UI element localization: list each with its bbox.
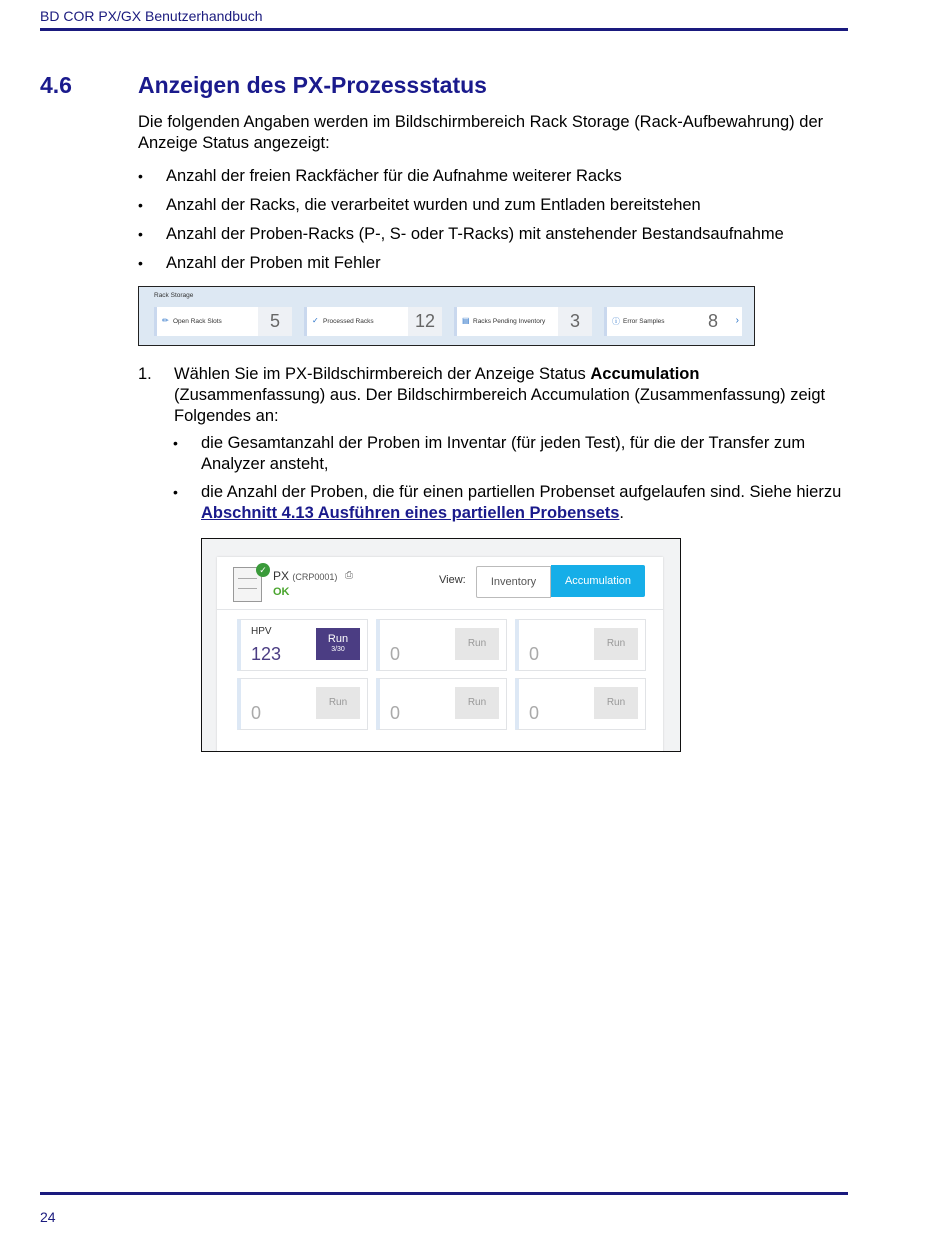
device-name-text: PX [273, 569, 290, 583]
error-samples-card[interactable] [604, 307, 742, 336]
processed-racks-card[interactable] [304, 307, 442, 336]
accumulation-toggle[interactable]: Accumulation [551, 565, 645, 597]
assay-count: 123 [251, 644, 282, 664]
card-label: Processed Racks [323, 318, 374, 325]
sub-bullet-1 [173, 433, 853, 475]
run-button[interactable]: Run [316, 687, 360, 719]
cast-icon: ⎙ [345, 570, 353, 581]
footer-rule [40, 1192, 848, 1195]
intro-paragraph: Die folgenden Angaben werden im Bildschirmbereich Rack Storage (Rack-Aufbewahrung) der Anzeige Status angezeigt: [138, 113, 824, 152]
rack-slot-icon: ✏ [162, 316, 169, 325]
px-status-panel [217, 557, 663, 752]
rack-storage-title: Rack Storage [154, 292, 194, 299]
run-button[interactable] [316, 628, 360, 660]
inventory-toggle[interactable]: Inventory [476, 566, 551, 598]
run-button[interactable]: Run [455, 687, 499, 719]
assay-tile [376, 619, 507, 671]
bullet-dot: • [173, 484, 178, 500]
assay-count: 0 [390, 644, 401, 664]
chevron-right-icon[interactable]: › [735, 315, 739, 326]
panel-header [217, 557, 663, 610]
assay-count: 0 [529, 703, 540, 723]
info-icon: ⓘ [612, 317, 620, 326]
card-value: 8 [696, 307, 730, 336]
card-label: Open Rack Slots [173, 318, 222, 325]
assay-tile [515, 678, 646, 730]
run-label: Run [327, 633, 349, 645]
view-label: View: [439, 574, 466, 586]
header-rule [40, 28, 848, 31]
card-label: Racks Pending Inventory [473, 318, 546, 325]
step-text [174, 364, 848, 427]
section-4-13-link[interactable]: Abschnitt 4.13 Ausführen eines partiellen Probensets [201, 504, 620, 522]
assay-tile [237, 678, 368, 730]
card-value: 5 [258, 307, 292, 336]
assay-name: HPV [251, 626, 272, 637]
assay-tile-hpv [237, 619, 368, 671]
device-status: OK [273, 586, 290, 598]
list-item: • Anzahl der freien Rackfächer für die Aufnahme weiterer Racks [138, 166, 784, 187]
assay-count: 0 [390, 703, 401, 723]
list-item: • Anzahl der Proben-Racks (P-, S- oder T-Racks) mit anstehender Bestandsaufnahme [138, 224, 784, 245]
assay-count: 0 [251, 703, 262, 723]
status-bullet-list [138, 166, 784, 282]
run-button[interactable]: Run [455, 628, 499, 660]
bullet-dot: • [173, 435, 178, 451]
step-text-bold: Accumulation [590, 365, 700, 383]
sub-bullet-2 [173, 482, 853, 524]
sub-bullet-text-pre: die Anzahl der Proben, die für einen partiellen Probenset aufgelaufen sind. Siehe hierzu [201, 483, 842, 501]
step-number: 1. [138, 365, 152, 383]
page-number: 24 [40, 1209, 56, 1225]
open-rack-slots-card[interactable] [154, 307, 292, 336]
card-value: 12 [408, 307, 442, 336]
assay-tile [515, 619, 646, 671]
barcode-icon: ▤ [462, 316, 470, 325]
sub-bullet-text-post: . [619, 504, 625, 522]
run-progress: 3/30 [331, 646, 345, 653]
step-text-post: (Zusammenfassung) aus. Der Bildschirmbereich Accumulation (Zusammenfassung) zeigt Folgendes an: [174, 386, 826, 425]
run-button[interactable]: Run [594, 687, 638, 719]
list-item: • Anzahl der Racks, die verarbeitet wurden und zum Entladen bereitstehen [138, 195, 784, 216]
section-title: Anzeigen des PX-Prozessstatus [138, 72, 487, 98]
device-name [273, 569, 337, 583]
rack-storage-figure [138, 286, 755, 346]
device-code: (CRP0001) [292, 572, 338, 582]
sub-bullet-text: die Gesamtanzahl der Proben im Inventar (für jeden Test), für die der Transfer zum Analyzer ansteht, [201, 434, 806, 473]
list-item: • Anzahl der Proben mit Fehler [138, 253, 784, 274]
sub-bullet-text [201, 482, 853, 524]
card-label: Error Samples [623, 318, 665, 325]
check-circle-icon: ✓ [256, 563, 270, 577]
assay-tile [376, 678, 507, 730]
step-1 [138, 364, 848, 427]
step-text-pre: Wählen Sie im PX-Bildschirmbereich der Anzeige Status [174, 365, 591, 383]
assay-count: 0 [529, 644, 540, 664]
manual-title: BD COR PX/GX Benutzerhandbuch [40, 8, 263, 24]
racks-pending-inventory-card[interactable] [454, 307, 592, 336]
accumulation-figure [201, 538, 681, 752]
card-value: 3 [558, 307, 592, 336]
run-button[interactable]: Run [594, 628, 638, 660]
check-circle-icon: ✓ [312, 316, 319, 325]
section-number: 4.6 [40, 72, 72, 98]
